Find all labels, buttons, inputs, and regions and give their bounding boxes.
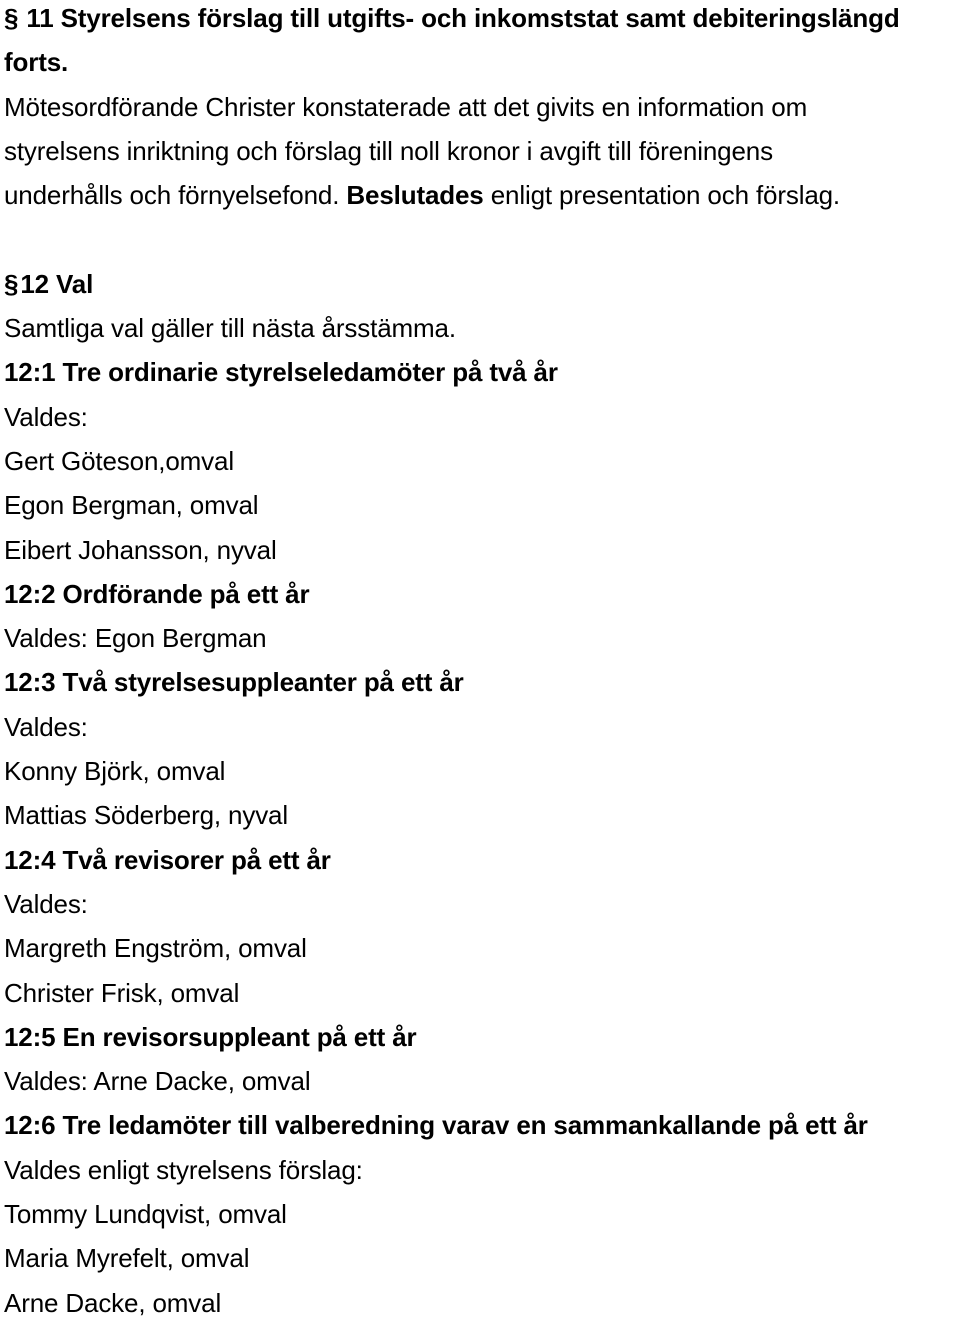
election-subheading: 12:5 En revisorsuppleant på ett år (4, 1021, 417, 1052)
election-subheading: 12:2 Ordförande på ett år (4, 578, 310, 609)
paragraph-text: underhålls och förnyelsefond. (4, 180, 347, 211)
election-line: Valdes: Egon Bergman (4, 623, 267, 654)
section-symbol: § (4, 3, 19, 33)
election-list (4, 350, 956, 1325)
section-11-heading (4, 0, 956, 40)
section-11-heading-continued: forts. (4, 47, 69, 78)
election-subheading: 12:6 Tre ledamöter till valberedning varav en sammankallande på ett år (4, 1110, 868, 1141)
blank-line (4, 217, 956, 261)
election-line: Egon Bergman, omval (4, 490, 259, 521)
section-11-paragraph-line-3 (4, 173, 956, 217)
section-11-paragraph-line-1: Mötesordförande Christer konstaterade att det givits en information om (4, 91, 808, 122)
election-line: Valdes: (4, 711, 88, 742)
election-line: Valdes: (4, 888, 88, 919)
election-line: Margreth Engström, omval (4, 933, 307, 964)
section-symbol: § (4, 268, 19, 299)
election-line: Maria Myrefelt, omval (4, 1243, 250, 1274)
election-line: Valdes enligt styrelsens förslag: (4, 1154, 363, 1185)
election-line: Mattias Söderberg, nyval (4, 800, 288, 831)
section-12-heading (4, 262, 956, 306)
section-11-heading-text: 11 Styrelsens förslag till utgifts- och inkomststat samt debiteringslängd (26, 3, 900, 33)
election-line: Tommy Lundqvist, omval (4, 1199, 287, 1230)
election-line: Eibert Johansson, nyval (4, 534, 277, 565)
election-line: Konny Björk, omval (4, 756, 226, 787)
election-line: Arne Dacke, omval (4, 1287, 222, 1318)
section-11-paragraph-line-2: styrelsens inriktning och förslag till noll kronor i avgift till föreningens (4, 135, 773, 166)
election-line: Valdes: (4, 401, 88, 432)
decision-word: Beslutades (346, 180, 484, 211)
election-line: Christer Frisk, omval (4, 977, 240, 1008)
section-12-intro: Samtliga val gäller till nästa årsstämma. (4, 313, 456, 344)
election-subheading: 12:3 Två styrelsesuppleanter på ett år (4, 667, 464, 698)
section-12-heading-text: 12 Val (20, 268, 94, 299)
election-subheading: 12:1 Tre ordinarie styrelseledamöter på två år (4, 357, 558, 388)
election-line: Gert Göteson,omval (4, 445, 234, 476)
election-subheading: 12:4 Två revisorer på ett år (4, 844, 331, 875)
paragraph-text: enligt presentation och förslag. (483, 180, 841, 211)
election-line: Valdes: Arne Dacke, omval (4, 1066, 311, 1097)
